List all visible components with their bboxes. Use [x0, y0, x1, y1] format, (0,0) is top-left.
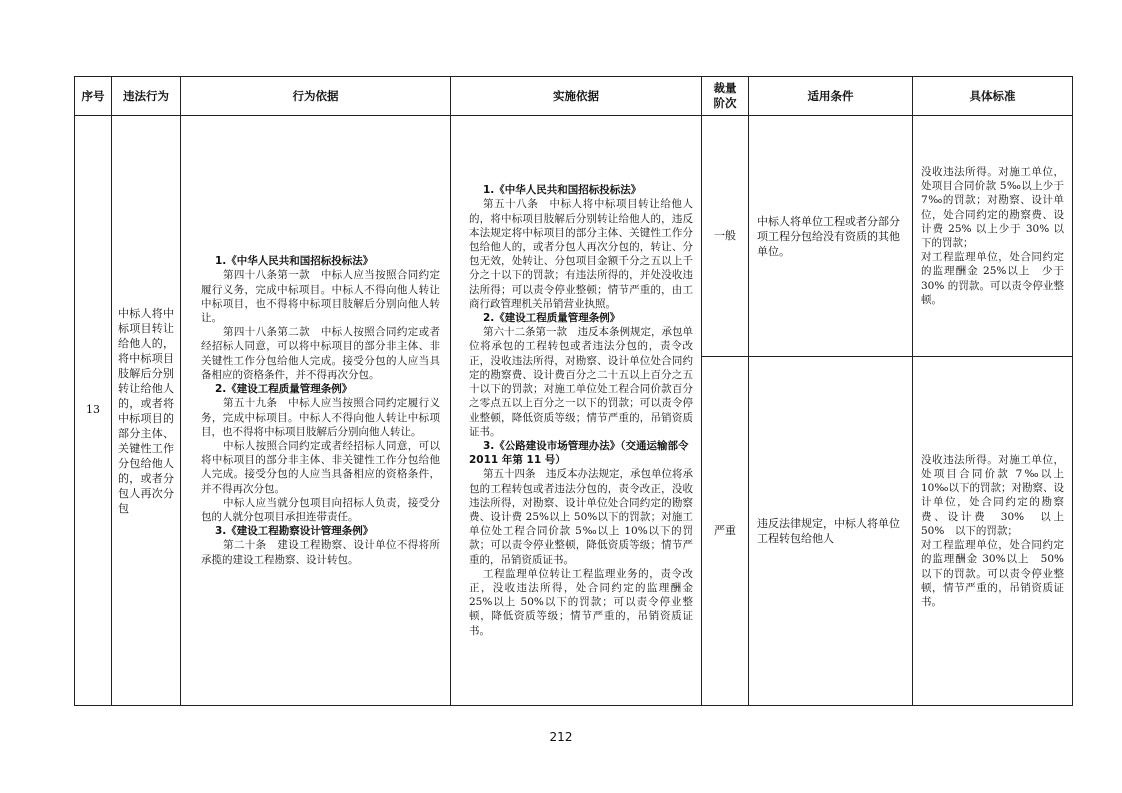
- basis-paragraph: 第四十八条第二款 中标人按照合同约定或者经招标人同意，可以将中标项目的部分非主体、非关键性工作分包给他人完成。接受分包的人应当具备相应的资格条件，并不得再次分包。: [201, 326, 440, 381]
- implementation-paragraph: 第五十八条 中标人将中标项目转让给他人的，将中标项目肢解后分别转让给他人的，违反本法规定将中标项目的部分主体、关键性工作分包给他人的，或者分包人再次分包的，转让、分包无效，处转让、分包项目金额千分之五以上千分之十以下的罚款；有违法所得的，并处没收违法所得；可以责令停业整顿；情节严重的，由工商行政管理机关吊销营业执照。: [469, 198, 693, 310]
- standard-general: [913, 116, 1073, 357]
- header-condition: 适用条件: [749, 77, 913, 116]
- header-basis: 行为依据: [181, 77, 451, 116]
- header-standard: 具体标准: [913, 77, 1073, 116]
- basis-law-title: 3.《建设工程勘察设计管理条例》: [215, 525, 374, 538]
- basis-law-title: 2.《建设工程质量管理条例》: [215, 383, 353, 396]
- standard-paragraph: 对工程监理单位，处合同约定的监理酬金 25%以上 少于 30% 的罚款。可以责令停业整顿。: [921, 251, 1064, 306]
- basis-paragraph: 第四十八条第一款 中标人应当按照合同约定履行义务，完成中标项目。中标人不得向他人转让中标项目，也不得将中标项目肢解后分别向他人转让。: [201, 269, 440, 325]
- basis-cell: [181, 116, 451, 706]
- basis-paragraph: 中标人应当就分包项目向招标人负责，接受分包的人就分包项目承担连带责任。: [201, 496, 440, 523]
- row-number: 13: [75, 116, 112, 706]
- header-implementation: 实施依据: [451, 77, 702, 116]
- level-serious: 严重: [702, 357, 749, 706]
- implementation-law-title: 3.《公路建设市场管理办法》（交通运输部令 2011 年第 11 号）: [469, 439, 689, 467]
- penalty-table: [74, 76, 1073, 706]
- basis-law-title: 1.《中华人民共和国招标投标法》: [215, 255, 374, 268]
- condition-general: 中标人将单位工程或者分部分项工程分包给没有资质的其他单位。: [749, 116, 913, 357]
- header-number: 序号: [75, 77, 112, 116]
- condition-serious: 违反法律规定，中标人将单位工程转包给他人: [749, 357, 913, 706]
- level-general: 一般: [702, 116, 749, 357]
- implementation-cell: [451, 116, 702, 706]
- implementation-paragraph: 第五十四条 违反本办法规定，承包单位将承包的工程转包或者违法分包的，责令改正，没收违法所得，对勘察、设计单位处合同约定的勘察费、设计费 25%以上 50%以下的罚款；对施工单位处工程合同价款 5‰以上 10%以下的罚款；可以责令停业整顿，降低资质等级；情节严重的，吊销资质证书。: [469, 468, 693, 566]
- header-row: [75, 77, 1073, 116]
- implementation-law-title: 2.《建设工程质量管理条例》: [483, 312, 621, 325]
- implementation-law-title: 1.《中华人民共和国招标投标法》: [483, 184, 642, 197]
- standard-serious: [913, 357, 1073, 706]
- implementation-paragraph: 工程监理单位转让工程监理业务的，责令改正，没收违法所得，处合同约定的监理酬金 25%以上 50%以下的罚款；可以责令停业整顿，降低资质等级；情节严重的，吊销资质证书。: [469, 567, 693, 637]
- implementation-paragraph: 第六十二条第一款 违反本条例规定，承包单位将承包的工程转包或者违法分包的，责令改正，没收违法所得，对勘察、设计单位处合同约定的勘察费、设计费百分之二十五以上百分之五十以下的罚款；对施工单位处工程合同价款百分之零点五以上百分之一以下的罚款；可以责令停业整顿，降低资质等级；情节严重的，吊销资质证书。: [469, 326, 693, 438]
- header-violation: 违法行为: [112, 77, 181, 116]
- table-row: [75, 116, 1073, 357]
- standard-paragraph: 对工程监理单位，处合同约定的监理酬金 30%以上 50%以下的罚款。可以责令停业整顿，情节严重的，吊销资质证书。: [921, 539, 1064, 608]
- basis-paragraph: 第五十九条 中标人应当按照合同约定履行义务，完成中标项目。中标人不得向他人转让中标项目，也不得将中标项目肢解后分别向他人转让。: [201, 397, 440, 438]
- basis-paragraph: 第二十条 建设工程勘察、设计单位不得将所承揽的建设工程勘察、设计转包。: [201, 539, 440, 566]
- violation-text: 中标人将中标项目转让给他人的，将中标项目肢解后分别转让给他人的，或者将中标项目的部分主体、关键性工作分包给他人的，或者分包人再次分包: [112, 116, 181, 706]
- page-number: 212: [549, 730, 573, 744]
- standard-paragraph: 没收违法所得。对施工单位，处项目合同价款 7‰以上 10‰以下的罚款；对勘察、设计单位，处合同约定的勘察费、设计费 30% 以上 50% 以下的罚款；: [921, 453, 1075, 537]
- header-level: 裁量 阶次: [702, 77, 749, 116]
- standard-paragraph: 没收违法所得。对施工单位，处项目合同价款 5‰以上少于 7‰的罚款；对勘察、设计单位，处合同约定的勘察费、设计费 25% 以上少于 30% 以下的罚款；: [921, 165, 1064, 249]
- basis-paragraph: 中标人按照合同约定或者经招标人同意，可以将中标项目的部分非主体、非关键性工作分包给他人完成。接受分包的人应当具备相应的资格条件，并不得再次分包。: [201, 439, 440, 495]
